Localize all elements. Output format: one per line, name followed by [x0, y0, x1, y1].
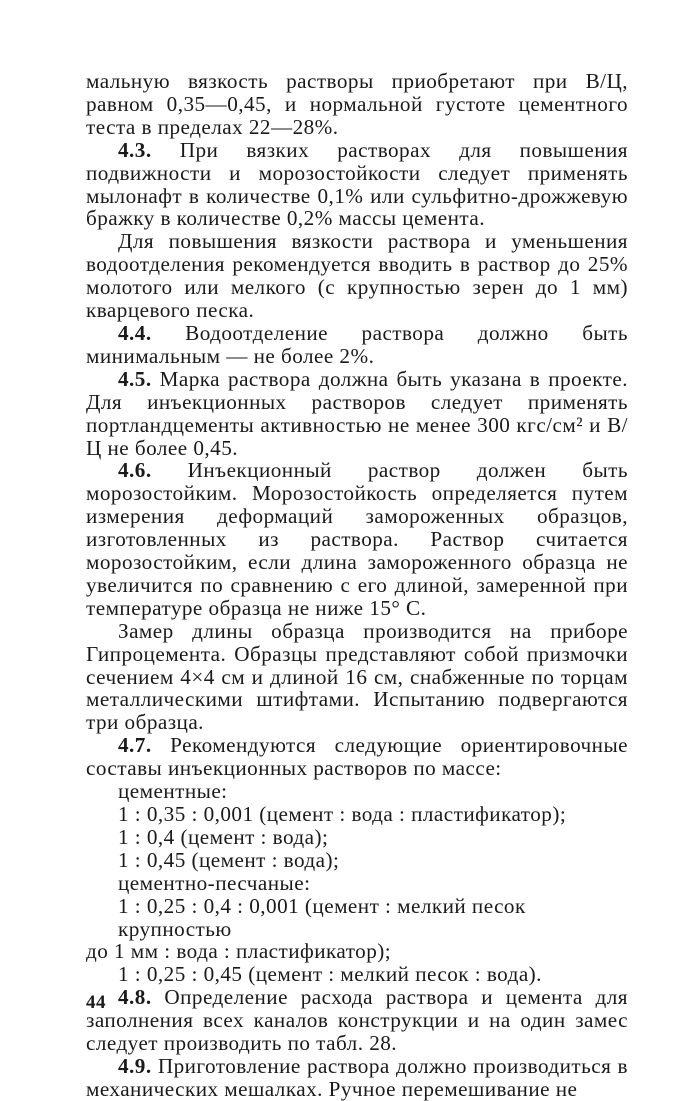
section-number: 4.6.: [118, 458, 152, 483]
body-text: [86, 70, 628, 1101]
mix-sand-1-line-2: до 1 мм : вода : пластификатор);: [86, 939, 392, 964]
paragraph-text: Приготовление раствора должно производиться в механических мешалках. Ручное перемешивание не: [86, 1053, 628, 1101]
page-number: 44: [86, 992, 106, 1013]
paragraph-measurement: [86, 620, 628, 735]
paragraph-4-4: [86, 322, 628, 368]
paragraph-4-5: [86, 368, 628, 460]
section-number: 4.9.: [118, 1053, 152, 1078]
paragraph-text: Для повышения вязкости раствора и уменьшения водоотделения рекомендуется вводить в раствор до 25% молотого или мелкого (с крупностью зерен до 1 мм) кварцевого песка.: [86, 229, 628, 323]
mix-cement-3: 1 : 0,45 (цемент : вода);: [118, 847, 340, 872]
section-number: 4.8.: [118, 985, 152, 1010]
paragraph-4-8: [86, 986, 628, 1055]
paragraph-text: Замер длины образца производится на приборе Гипроцемента. Образцы представляют собой призмочки сечением 4×4 см и длиной 16 см, снабженные по торцам металлическими штифтами. Испытанию подвергаются три образца.: [86, 618, 628, 735]
mix-cement-2: 1 : 0,4 (цемент : вода);: [118, 824, 329, 849]
mix-sand-2: 1 : 0,25 : 0,45 (цемент : мелкий песок : вода).: [118, 962, 542, 987]
section-number: 4.5.: [118, 366, 152, 391]
section-number: 4.7.: [118, 733, 152, 758]
paragraph-4-3: [86, 139, 628, 231]
paragraph-text: Определение расхода раствора и цемента для заполнения всех каналов конструкции и на один замес следует производить по табл. 28.: [86, 985, 628, 1056]
mix-sand-1-line-1: 1 : 0,25 : 0,4 : 0,001 (цемент : мелкий песок крупностью: [118, 893, 526, 941]
mix-cement-1: 1 : 0,35 : 0,001 (цемент : вода : пластификатор);: [118, 802, 567, 826]
paragraph-text: мальную вязкость растворы приобретают при В/Ц, равном 0,35—0,45, и нормальной густоте цементного теста в пределах 22—28%.: [86, 69, 628, 139]
paragraph-4-9: [86, 1055, 628, 1101]
section-number: 4.4.: [118, 320, 152, 345]
paragraph-text: Водоотделение раствора должно быть минимальным — не более 2%.: [86, 320, 628, 368]
paragraph-text: При вязких растворах для повышения подвижности и морозостойкости следует применять мылонафт в количестве 0,1% или сульфитно-дрожжевую бражку в количестве 0,2% массы цемента.: [86, 137, 628, 231]
paragraph-text: Марка раствора должна быть указана в проекте. Для инъекционных растворов следует применять портландцементы активностью не менее 300 кгс/см² и В/Ц не более 0,45.: [86, 366, 628, 460]
paragraph-text: Рекомендуются следующие ориентировочные составы инъекционных растворов по массе:: [86, 733, 628, 781]
mix-heading-sand: цементно-песчаные:: [118, 870, 311, 895]
section-number: 4.3.: [118, 137, 152, 162]
paragraph-viscosity: [86, 230, 628, 322]
paragraph-text: Инъекционный раствор должен быть морозостойким. Морозостойкость определяется путем измерения деформаций замороженных образцов, изготовленных из раствора. Раствор считается морозостойким, если длина замороженного образца не увеличится по сравнению с его длиной, замеренной при температуре образца не ниже 15° С.: [86, 458, 628, 620]
paragraph-4-7: [86, 734, 628, 780]
paragraph-continuation: [86, 70, 628, 139]
mix-heading-cement: цементные:: [118, 779, 228, 804]
paragraph-4-6: [86, 459, 628, 619]
